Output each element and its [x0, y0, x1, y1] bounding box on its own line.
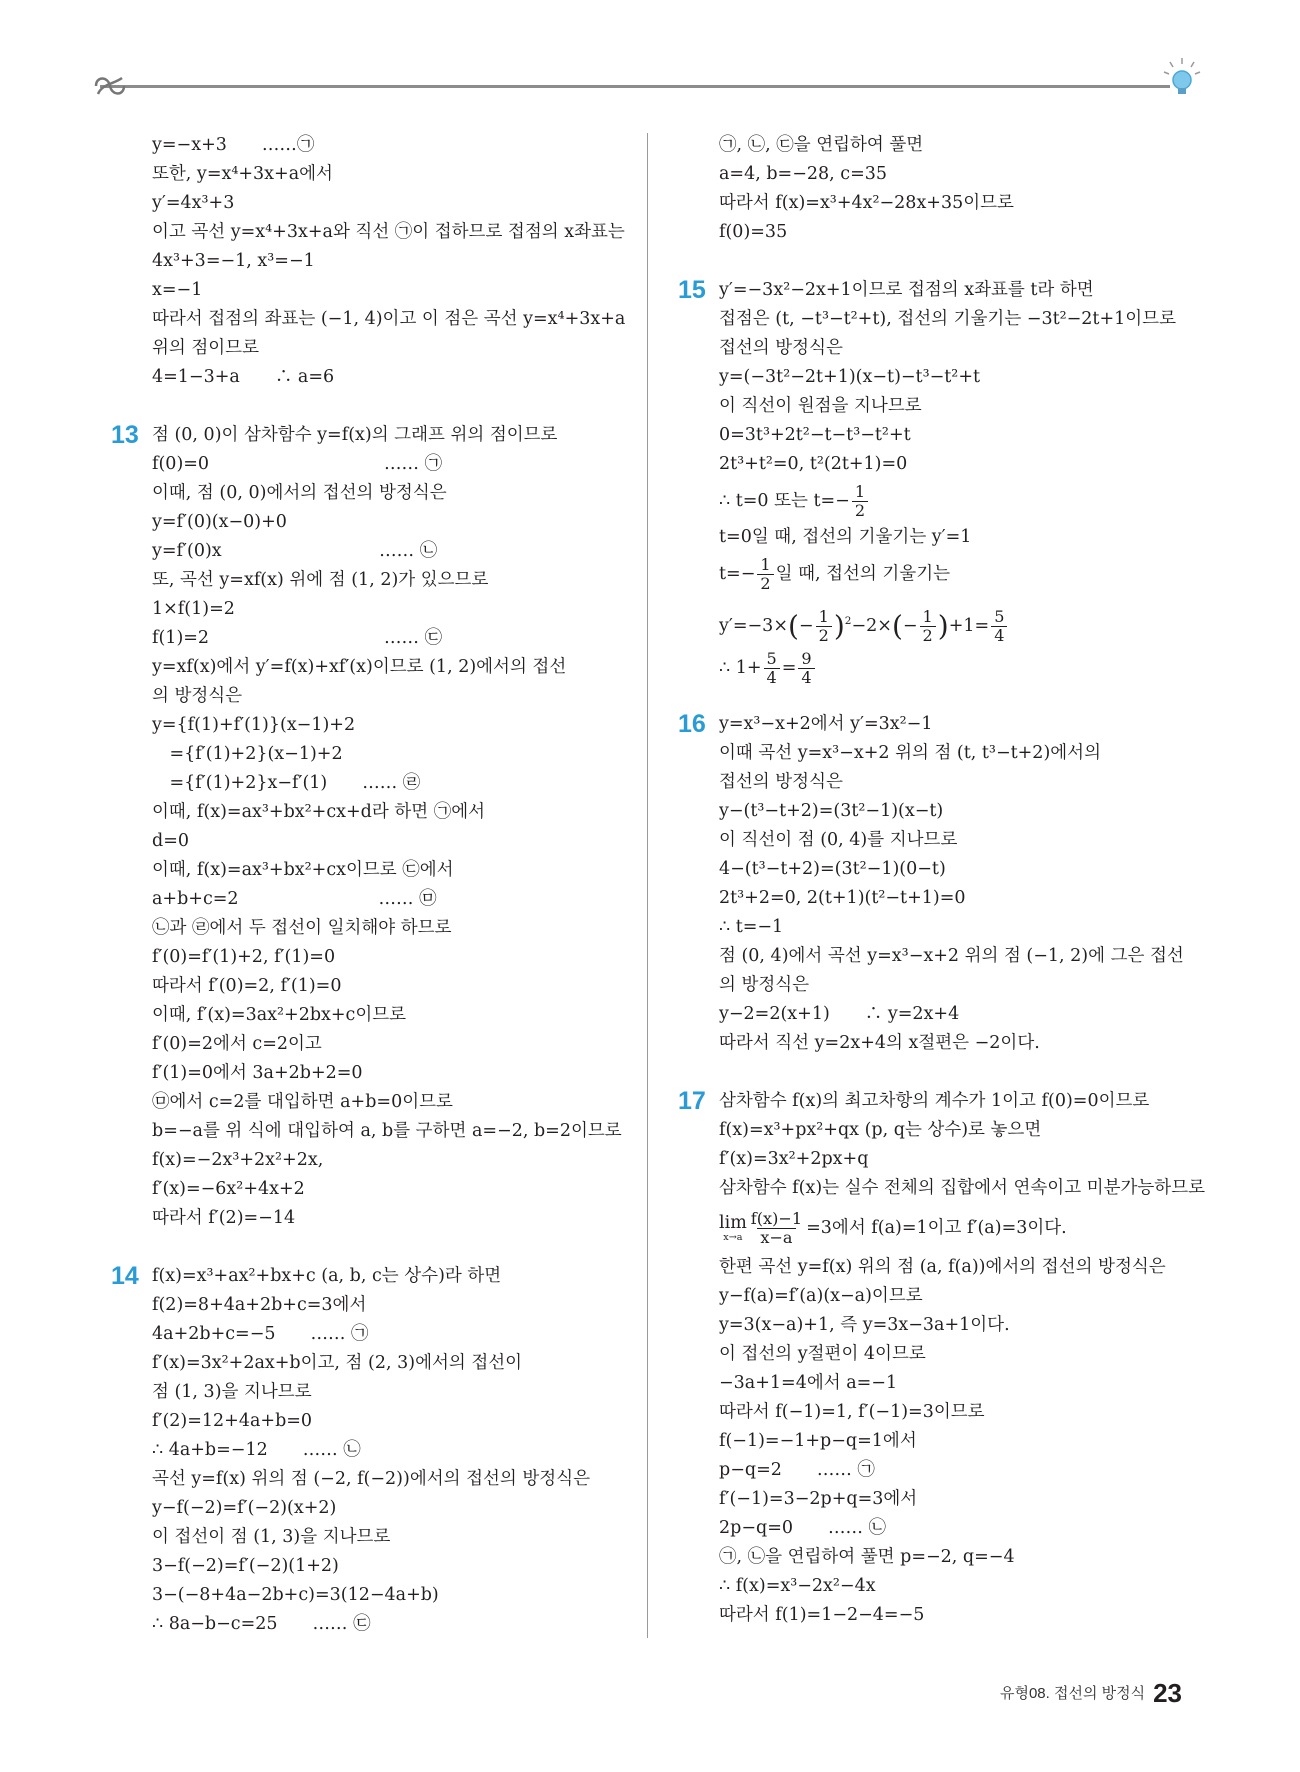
- solution-line: 접점은 (t, −t³−t²+t), 접선의 기울기는 −3t²−2t+1이므로: [719, 309, 1176, 329]
- solution-line: f′(−1)=3−2p+q=3에서: [719, 1489, 918, 1509]
- solution-line: y′=−3×(− $\frac{1}{2}$ )$^2$−2×(− $\frac{1}{2}$ )+1= $\frac{5}{4}$: [719, 596, 1219, 646]
- solution-line: 이때, f′(x)=3ax²+2bx+c이므로: [152, 1005, 407, 1025]
- solution-line: 이 직선이 점 (0, 4)를 지나므로: [719, 830, 958, 850]
- solution-line: 2t³+2=0, 2(t+1)(t²−t+1)=0: [719, 888, 966, 908]
- solution-line: 점 (0, 0)이 삼차함수 y=f(x)의 그래프 위의 점이므로: [152, 425, 558, 445]
- solution-line: 3−f(−2)=f′(−2)(1+2): [152, 1556, 339, 1576]
- solution-line: 4a+2b+c=−5 …… ㉠: [152, 1324, 369, 1344]
- solution-line: 4−(t³−t+2)=(3t²−1)(0−t): [719, 859, 946, 879]
- solution-line: f(0)=0 …… ㉠: [152, 454, 443, 474]
- problem-13-solution: [152, 421, 634, 1233]
- solution-line: 위의 점이므로: [152, 338, 259, 358]
- solution-line: y={f(1)+f′(1)}(x−1)+2: [152, 715, 356, 735]
- right-intro-block: [719, 131, 1219, 247]
- solution-line: y′=−3x²−2x+1이므로 접점의 x좌표를 t라 하면: [719, 280, 1094, 300]
- solution-line: y−f(a)=f′(a)(x−a)이므로: [719, 1286, 923, 1306]
- solution-line: 이때, 점 (0, 0)에서의 접선의 방정식은: [152, 483, 447, 503]
- problem-number: 16: [678, 710, 706, 738]
- problem-13: [111, 421, 634, 1233]
- solution-line: 의 방정식은: [152, 686, 243, 706]
- solution-line: a+b+c=2 …… ㉤: [152, 889, 437, 909]
- solution-line: f′(x)=3x²+2ax+b이고, 점 (2, 3)에서의 접선이: [152, 1353, 523, 1373]
- solution-line: f′(1)=0에서 3a+2b+2=0: [152, 1063, 363, 1083]
- problem-16-solution: [719, 710, 1219, 1058]
- solution-line: 의 방정식은: [719, 975, 810, 995]
- solution-line: f(−1)=−1+p−q=1에서: [719, 1431, 917, 1451]
- solution-line: 이때, f(x)=ax³+bx²+cx이므로 ㉢에서: [152, 860, 454, 880]
- solution-line: 이때 곡선 y=x³−x+2 위의 점 (t, t³−t+2)에서의: [719, 743, 1101, 763]
- solution-line: f(2)=8+4a+2b+c=3에서: [152, 1295, 367, 1315]
- solution-line: 따라서 f′(2)=−14: [152, 1208, 296, 1228]
- solution-line: f(x)=x³+px²+qx (p, q는 상수)로 놓으면: [719, 1120, 1042, 1140]
- solution-line: y−f(−2)=f′(−2)(x+2): [152, 1498, 337, 1518]
- problem-17-solution: [719, 1087, 1219, 1203]
- solution-line: y′=4x³+3: [152, 193, 235, 213]
- header-rule: [100, 85, 1170, 88]
- footer-chapter-title: 유형08. 접선의 방정식: [999, 1685, 1146, 1702]
- column-divider: [647, 133, 648, 1638]
- problem-16: [678, 710, 1219, 1058]
- solution-line: ㉠, ㉡을 연립하여 풀면 p=−2, q=−4: [719, 1547, 1015, 1567]
- solution-line: y=f′(0)(x−0)+0: [152, 512, 287, 532]
- solution-line: 또한, y=x⁴+3x+a에서: [152, 164, 333, 184]
- solution-line: 4x³+3=−1, x³=−1: [152, 251, 315, 271]
- solution-line: ={f′(1)+2}x−f′(1) …… ㉣: [152, 773, 421, 793]
- solution-line: f(x)=−2x³+2x²+2x,: [152, 1150, 324, 1170]
- solution-line: ㉡과 ㉣에서 두 접선이 일치해야 하므로: [152, 918, 452, 938]
- solution-line: 곡선 y=f(x) 위의 점 (−2, f(−2))에서의 접선의 방정식은: [152, 1469, 591, 1489]
- solution-line: 삼차함수 f(x)는 실수 전체의 집합에서 연속이고 미분가능하므로: [719, 1178, 1206, 1198]
- solution-line: ∴ 8a−b−c=25 …… ㉢: [152, 1614, 371, 1634]
- solution-line: y=xf(x)에서 y′=f(x)+xf′(x)이므로 (1, 2)에서의 접선: [152, 657, 567, 677]
- solution-line: 이 접선의 y절편이 4이므로: [719, 1344, 926, 1364]
- solution-line: y−(t³−t+2)=(3t²−1)(x−t): [719, 801, 944, 821]
- solution-line: 이때, f(x)=ax³+bx²+cx+d라 하면 ㉠에서: [152, 802, 486, 822]
- solution-line: 4=1−3+a ∴ a=6: [152, 367, 335, 387]
- solution-line: 접선의 방정식은: [719, 772, 843, 792]
- problem-number: 15: [678, 276, 706, 304]
- solution-line: 또, 곡선 y=xf(x) 위에 점 (1, 2)가 있으므로: [152, 570, 489, 590]
- solution-line: ∴ t=−1: [719, 917, 784, 937]
- problem-17-solution-cont: [719, 1253, 1219, 1630]
- solution-line: −3a+1=4에서 a=−1: [719, 1373, 898, 1393]
- solution-line: ∴ f(x)=x³−2x²−4x: [719, 1576, 876, 1596]
- solution-line: 접선의 방정식은: [719, 338, 843, 358]
- solution-line: 따라서 직선 y=2x+4의 x절편은 −2이다.: [719, 1033, 1040, 1053]
- solution-line: ∴ 4a+b=−12 …… ㉡: [152, 1440, 361, 1460]
- solution-line: f′(0)=2에서 c=2이고: [152, 1034, 322, 1054]
- solution-line: 3−(−8+4a−2b+c)=3(12−4a+b): [152, 1585, 439, 1605]
- solution-line: ㉠, ㉡, ㉢을 연립하여 풀면: [719, 135, 924, 155]
- solution-line: y=x³−x+2에서 y′=3x²−1: [719, 714, 933, 734]
- solution-line: y=f′(0)x …… ㉡: [152, 541, 438, 561]
- left-intro-block: [152, 131, 634, 392]
- solution-line: f′(x)=3x²+2px+q: [719, 1149, 869, 1169]
- problem-17: [678, 1087, 1219, 1630]
- solution-line: 삼차함수 f(x)의 최고차항의 계수가 1이고 f(0)=0이므로: [719, 1091, 1150, 1111]
- solution-line: ={f′(1)+2}(x−1)+2: [152, 744, 343, 764]
- problem-number: 14: [111, 1262, 139, 1290]
- solution-line: 1×f(1)=2: [152, 599, 235, 619]
- problem-15: [678, 276, 1219, 690]
- problem-number: 17: [678, 1087, 706, 1115]
- solution-line: f′(0)=f′(1)+2, f′(1)=0: [152, 947, 336, 967]
- solution-line: 따라서 f(1)=1−2−4=−5: [719, 1605, 925, 1625]
- solution-line: 점 (0, 4)에서 곡선 y=x³−x+2 위의 점 (−1, 2)에 그은 접선: [719, 946, 1184, 966]
- solution-line: t=− $\frac{1}{2}$ 일 때, 접선의 기울기는: [719, 555, 951, 593]
- solution-line: y=3(x−a)+1, 즉 y=3x−3a+1이다.: [719, 1315, 1010, 1335]
- left-column: [111, 131, 634, 1639]
- solution-line: f(1)=2 …… ㉢: [152, 628, 443, 648]
- solution-line: p−q=2 …… ㉠: [719, 1460, 875, 1480]
- solution-line: 이 접선이 점 (1, 3)을 지나므로: [152, 1527, 391, 1547]
- solution-line: f(x)=x³+ax²+bx+c (a, b, c는 상수)라 하면: [152, 1266, 502, 1286]
- solution-line: 2p−q=0 …… ㉡: [719, 1518, 887, 1538]
- solution-line: ∴ t=0 또는 t=− $\frac{1}{2}$: [719, 479, 1219, 523]
- solution-line: 따라서 f(−1)=1, f′(−1)=3이므로: [719, 1402, 985, 1422]
- solution-line: 점 (1, 3)을 지나므로: [152, 1382, 312, 1402]
- problem-number: 13: [111, 421, 139, 449]
- solution-line: 0=3t³+2t²−t−t³−t²+t: [719, 425, 911, 445]
- solution-line: b=−a를 위 식에 대입하여 a, b를 구하면 a=−2, b=2이므로: [152, 1121, 622, 1141]
- solution-line: y=−x+3 ……㉠: [152, 135, 315, 155]
- problem-14-solution: [152, 1262, 634, 1639]
- ribbon-knot-icon: [92, 72, 128, 100]
- limit-line: lim x→a $\frac{f(x)-1}{x-a}$ =3에서 f(a)=1이고 f′(a)=3이다.: [719, 1209, 1067, 1247]
- solution-line: a=4, b=−28, c=35: [719, 164, 888, 184]
- solution-line: 따라서 접점의 좌표는 (−1, 4)이고 이 점은 곡선 y=x⁴+3x+a: [152, 309, 626, 329]
- solution-line: 따라서 f′(0)=2, f′(1)=0: [152, 976, 342, 996]
- solution-line: 이 직선이 원점을 지나므로: [719, 396, 922, 416]
- page-number: 23: [1153, 1678, 1182, 1708]
- solution-line: f(0)=35: [719, 222, 788, 242]
- right-column: [678, 131, 1219, 1630]
- solution-line: 2t³+t²=0, t²(2t+1)=0: [719, 454, 908, 474]
- solution-line: f′(x)=−6x²+4x+2: [152, 1179, 305, 1199]
- solution-line: t=0일 때, 접선의 기울기는 y′=1: [719, 527, 972, 547]
- problem-14: [111, 1262, 634, 1639]
- solution-line: 이고 곡선 y=x⁴+3x+a와 직선 ㉠이 접하므로 접점의 x좌표는: [152, 222, 625, 242]
- solution-line: y−2=2(x+1) ∴ y=2x+4: [719, 1004, 960, 1024]
- lightbulb-icon: [1160, 56, 1204, 100]
- solution-line: ∴ 1+ $\frac{5}{4}$ = $\frac{9}{4}$: [719, 646, 1219, 690]
- solution-line: ㉤에서 c=2를 대입하면 a+b=0이므로: [152, 1092, 453, 1112]
- solution-line: 따라서 f(x)=x³+4x²−28x+35이므로: [719, 193, 1014, 213]
- solution-line: f′(2)=12+4a+b=0: [152, 1411, 313, 1431]
- page-footer: [1000, 1678, 1182, 1709]
- solution-line: x=−1: [152, 280, 203, 300]
- solution-line: 한편 곡선 y=f(x) 위의 점 (a, f(a))에서의 접선의 방정식은: [719, 1257, 1166, 1277]
- solution-line: y=(−3t²−2t+1)(x−t)−t³−t²+t: [719, 367, 981, 387]
- solution-line: d=0: [152, 831, 189, 851]
- problem-15-solution: [719, 276, 1219, 479]
